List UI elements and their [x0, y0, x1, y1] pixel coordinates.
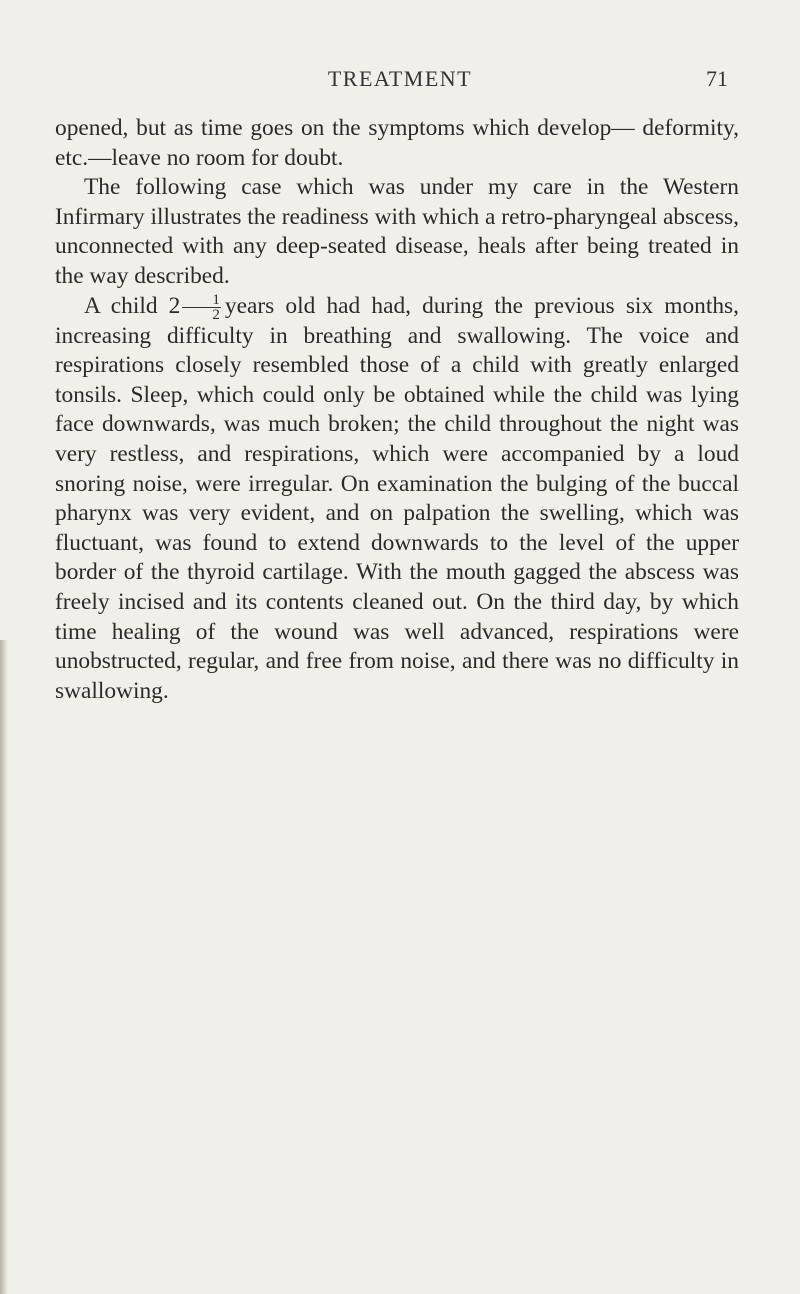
paragraph-1: opened, but as time goes on the symptoms which develop— deformity, etc.—leave no room for doubt. [55, 115, 739, 171]
paragraph-2: The following case which was under my care in the Western Infirmary illustrates the readiness with which a retro-pharyngeal abscess, unconnected with any deep-seated disease, heals after being treated in the way described. [55, 174, 739, 289]
running-title: TREATMENT [327, 66, 473, 91]
fraction-denominator: 2 [212, 306, 220, 323]
page-edge-shadow [0, 640, 8, 1294]
fraction-numerator: 1 [182, 293, 221, 308]
body-text [55, 114, 739, 706]
fraction-one-half [182, 293, 221, 322]
page-number: 71 [706, 66, 728, 91]
paragraph-3-lead: A child 2 [84, 292, 181, 319]
paragraph-3-text: years old had had, during the previous six months, increasing difficulty in breathing and swallowing. The voice and respirations closely resembled those of a child with greatly enlarged tonsils. Sleep, which could only be obtained while the child was lying face downwards, was much broken; the child throughout the night was very restless, and respirations, which were accompanied by a loud snoring noise, were irregular. On examination the bulging of the buccal pharynx was very evident, and on palpation the swelling, which was fluctuant, was found to extend downwards to the level of the upper border of the thyroid cartilage. With the mouth gagged the abscess was freely incised and its contents cleaned out. On the third day, by which time healing of the wound was well advanced, respirations were unobstructed, regular, and free from noise, and there was no difficulty in swallowing. [55, 292, 740, 704]
paragraph-3 [55, 292, 739, 707]
page-header [0, 64, 800, 96]
